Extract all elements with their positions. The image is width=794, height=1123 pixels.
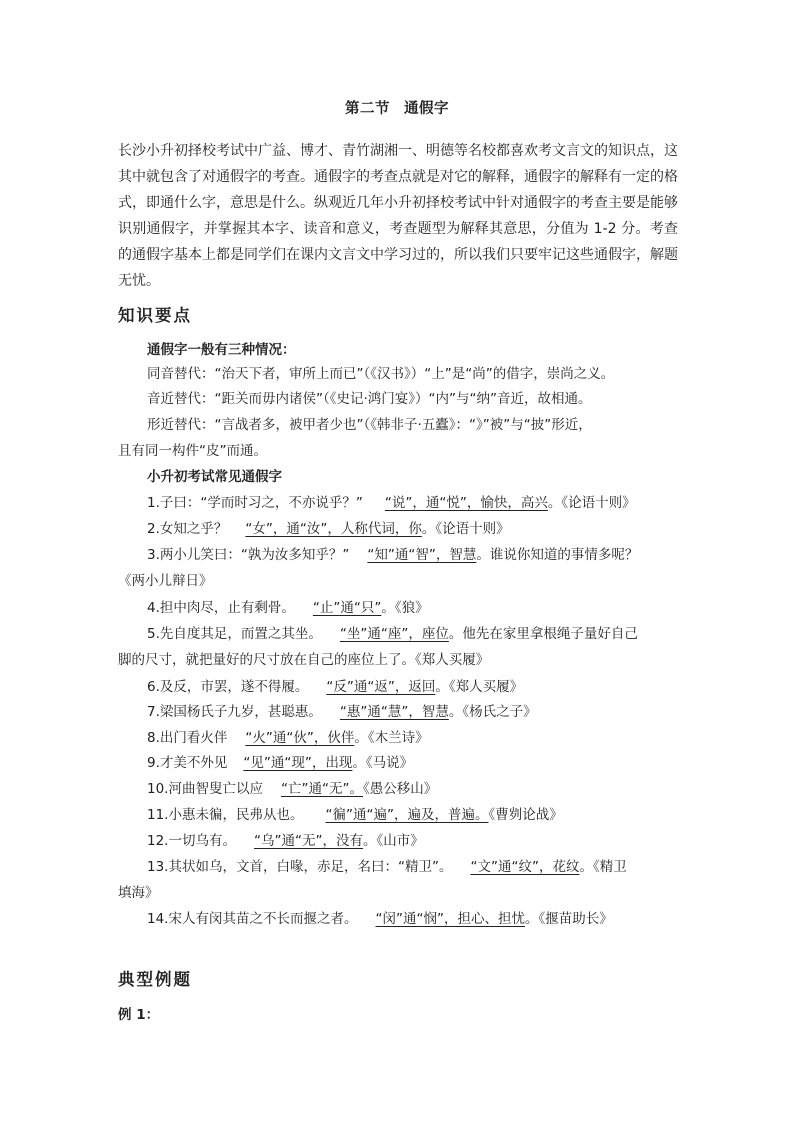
list-item: 2.女知之乎？ “女”，通“汝”，人称代词，你。《论语十则》 (147, 521, 510, 537)
example-1-label: 例 1： (118, 1007, 160, 1023)
list-item: 4.担中肉尽，止有剩骨。 “止”通“只”。《狼》 (147, 600, 429, 616)
answer-underlined: “亡”通“无”。 (280, 781, 363, 797)
answer-underlined: “说”，通“悦”，愉快，高兴 (384, 495, 548, 511)
list-item: 13.其状如乌，文首，白喙，赤足，名曰：“精卫”。 “文”通“纹”，花纹。《精卫 (147, 859, 627, 875)
list-item: 11.小惠未徧，民弗从也。 “徧”通“遍”，遍及，普遍。《曹刿论战》 (147, 807, 563, 823)
list-item-continued: 填海》 (118, 885, 159, 901)
answer-underlined: “女”，通“汝”，人称代词，你 (245, 521, 422, 537)
type-near-sound: 音近替代：“距关而毋内诸侯”（《史记·鸿门宴》）“内”与“纳”音近，故相通。 (147, 391, 592, 407)
list-item: 1.子曰：“学而时习之，不亦说乎？” “说”，通“悦”，愉快，高兴。《论语十则》 (147, 495, 636, 511)
list-item-continued: 脚的尺寸，就把量好的尺寸放在自己的座位上了。《郑人买履》 (118, 652, 490, 668)
type-near-shape-continued: 且有同一构件“皮”而通。 (118, 443, 267, 459)
answer-underlined: “坐”通“座”，座位 (339, 626, 449, 642)
list-item: 8.出门看火伴 “火”通“伙”，伙伴。《木兰诗》 (147, 730, 429, 746)
list-item: 5.先自度其足，而置之其坐。 “坐”通“座”，座位。他先在家里拿根绳子量好自己 (147, 626, 638, 642)
section-topic: 通假字 (404, 101, 449, 117)
list-item: 12.一切乌有。 “乌”通“无”，没有。《山市》 (147, 833, 424, 849)
section-title (0, 97, 794, 118)
list-item: 7.梁国杨氏子九岁，甚聪惠。 “惠”通“慧”，智慧。《杨氏之子》 (147, 704, 537, 720)
list-item: 10.河曲智叟亡以应 “亡”通“无”。《愚公移山》 (147, 781, 438, 797)
types-heading: 通假字一般有三种情况： (147, 342, 296, 358)
answer-underlined: “文”通“纹”，花纹 (470, 859, 580, 875)
answer-underlined: “知”通“智”，智慧 (367, 547, 477, 563)
type-near-shape: 形近替代：“言战者多，被甲者少也”（《韩非子·五蠹》：“》”被”与“披”形近， (147, 417, 592, 433)
intro-paragraph: 长沙小升初择校考试中广益、博才、青竹湖湘一、明德等名校都喜欢考文言文的知识点，这其中就包含了对通假字的考查。通假字的考查点就是对它的解释，通假字的解释有一定的格式，即通什么字，意思是什么。纵观近几年小升初择校考试中针对通假字的考查主要是能够识别通假字，并掌握其本字、读音和意义，考查题型为解释其意思，分值为 1-2 分。考查的通假字基本上都是同学们在课内文言文中学习过的，所以我们只要牢记这些通假字，解题无忧。 (118, 143, 678, 289)
type-homophone: 同音替代：“治天下者，审所上而已”（《汉书》）“上”是“尚”的借字，崇尚之义。 (147, 366, 615, 382)
answer-underlined: “火”通“伙”，伙伴 (245, 730, 355, 746)
knowledge-heading: 知识要点 (118, 306, 192, 325)
examples-heading: 典型例题 (118, 970, 192, 989)
section-number: 第二节 (345, 101, 390, 117)
answer-underlined: “止”通“只” (312, 600, 382, 616)
list-item: 9.才美不外见 “见”通“现”，出现。《马说》 (147, 755, 414, 771)
answer-underlined: “乌”通“无”，没有 (253, 833, 363, 849)
list-item: 3.两小儿笑曰：“孰为汝多知乎？” “知”通“智”，智慧。谁说你知道的事情多呢？ (147, 547, 639, 563)
list-heading: 小升初考试常见通假字 (147, 469, 282, 485)
answer-underlined: “见”通“现”，出现 (243, 755, 353, 771)
answer-underlined: “徧”通“遍”，遍及，普遍。 (325, 807, 489, 823)
answer-underlined: “反”通“返”，返回 (326, 679, 436, 695)
answer-underlined: “闵”通“悯”，担心、担忧 (375, 911, 525, 927)
answer-underlined: “惠”通“慧”，智慧 (339, 704, 449, 720)
list-item: 6.及反，市罢，遂不得履。 “反”通“返”，返回。《郑人买履》 (147, 679, 524, 695)
list-item-continued: 《两小儿辩日》 (118, 573, 213, 589)
list-item: 14.宋人有闵其苗之不长而揠之者。 “闵”通“悯”，担心、担忧。《揠苗助长》 (147, 911, 613, 927)
